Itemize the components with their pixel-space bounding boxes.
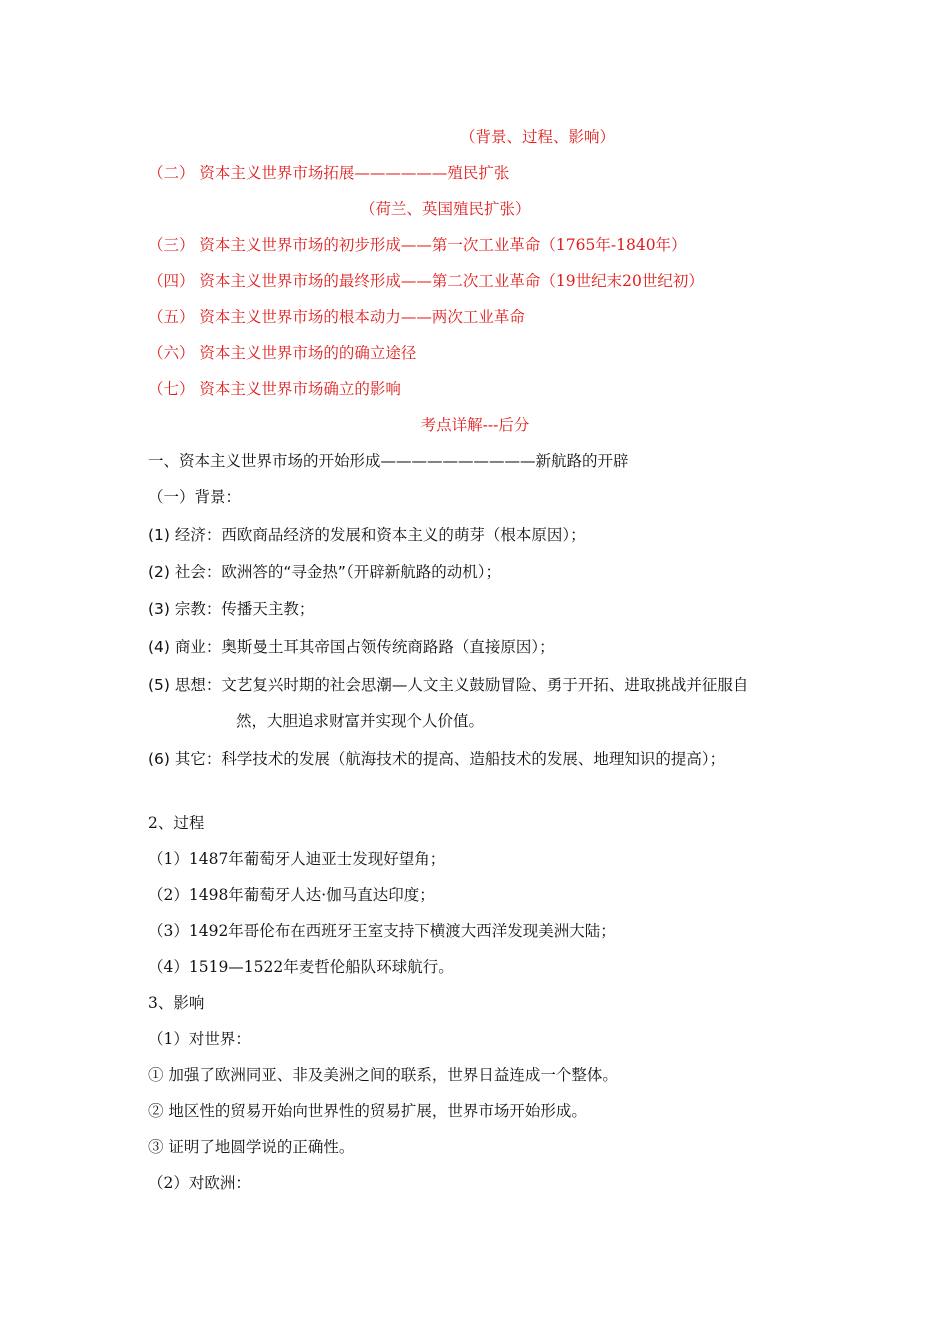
- outline-item-2: （二） 资本主义世界市场拓展——————殖民扩张: [148, 164, 510, 182]
- impact-world-item: ③ 证明了地圆学说的正确性。: [148, 1138, 355, 1156]
- outline-item-4: （四） 资本主义世界市场的最终形成——第二次工业革命（19世纪末20世纪初）: [148, 272, 704, 290]
- outline-item-3: （三） 资本主义世界市场的初步形成——第一次工业革命（1765年-1840年）: [148, 236, 687, 254]
- background-item: (4) 商业：奥斯曼土耳其帝国占领传统商路路（直接原因）；: [148, 638, 555, 656]
- process-item: （3）1492年哥伦布在西班牙王室支持下横渡大西洋发现美洲大陆；: [148, 922, 616, 940]
- impact-europe-label: （2）对欧洲：: [148, 1174, 251, 1192]
- background-item: (2) 社会：欧洲答的“寻金热”（开辟新航路的动机）；: [148, 563, 501, 581]
- section-title: 一、资本主义世界市场的开始形成——————————新航路的开辟: [148, 452, 629, 470]
- outline-item-6: （六） 资本主义世界市场的的确立途径: [148, 344, 417, 362]
- process-item: （4）1519—1522年麦哲伦船队环球航行。: [148, 958, 454, 976]
- background-item: (6) 其它：科学技术的发展（航海技术的提高、造船技术的发展、地理知识的提高）；: [148, 750, 726, 768]
- background-item: (5) 思想：文艺复兴时期的社会思潮—人文主义鼓励冒险、勇于开拓、进取挑战并征服自: [148, 676, 749, 694]
- process-item: （1）1487年葡萄牙人迪亚士发现好望角；: [148, 850, 446, 868]
- background-label: （一）背景：: [148, 488, 242, 506]
- outline-item-7: （七） 资本主义世界市场确立的影响: [148, 380, 401, 398]
- impact-world-label: （1）对世界：: [148, 1030, 251, 1048]
- outline-subtitle-2: （荷兰、英国殖民扩张）: [360, 200, 531, 218]
- process-item: （2）1498年葡萄牙人达·伽马直达印度；: [148, 886, 435, 904]
- background-item: (3) 宗教：传播天主教；: [148, 600, 315, 618]
- outline-item-5: （五） 资本主义世界市场的根本动力——两次工业革命: [148, 308, 525, 326]
- section-heading: 考点详解---后分: [420, 416, 530, 434]
- impact-label: 3、影响: [148, 994, 205, 1012]
- impact-world-item: ① 加强了欧洲同亚、非及美洲之间的联系，世界日益连成一个整体。: [148, 1066, 618, 1084]
- background-item-continuation: 然，大胆追求财富并实现个人价值。: [236, 712, 485, 730]
- background-item: (1) 经济：西欧商品经济的发展和资本主义的萌芽（根本原因）；: [148, 526, 586, 544]
- impact-world-item: ② 地区性的贸易开始向世界性的贸易扩展，世界市场开始形成。: [148, 1102, 587, 1120]
- outline-subtitle-1: （背景、过程、影响）: [460, 128, 616, 146]
- process-label: 2、过程: [148, 814, 205, 832]
